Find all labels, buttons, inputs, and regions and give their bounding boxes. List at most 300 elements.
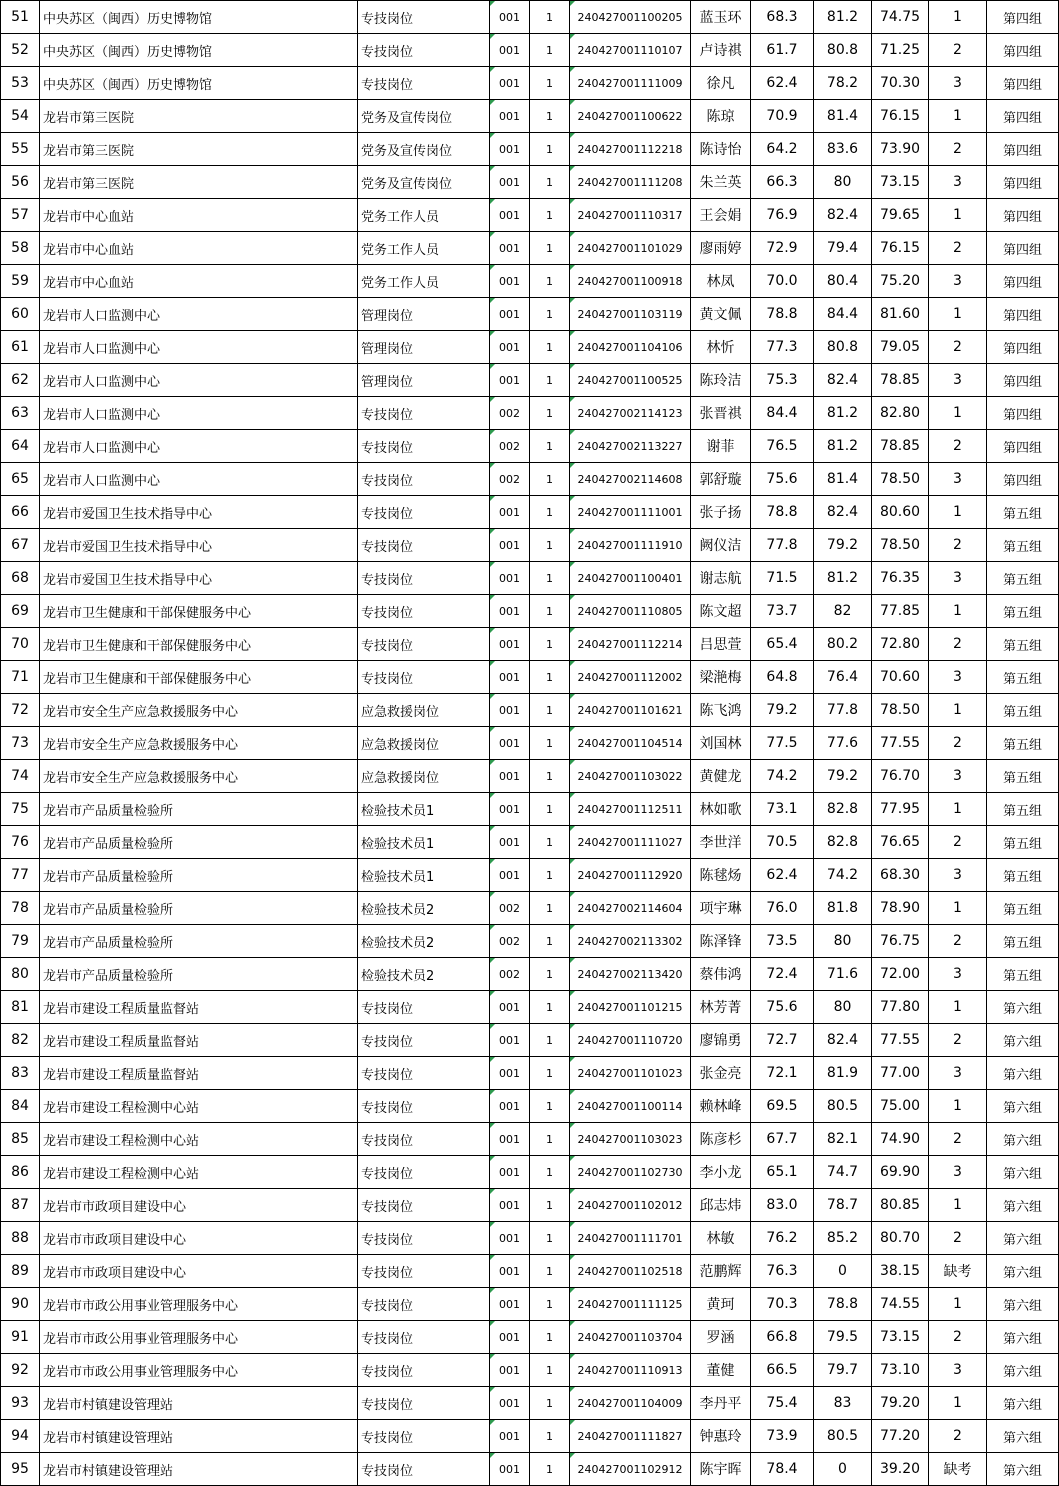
cell-hiring-count: 1 bbox=[530, 100, 570, 133]
cell-employer-unit: 龙岩市市政项目建设中心 bbox=[40, 1255, 358, 1288]
cell-employer-unit: 龙岩市人口监测中心 bbox=[40, 364, 358, 397]
cell-admission-ticket: 240427001103022 bbox=[570, 760, 691, 793]
cell-interview-group: 第六组 bbox=[987, 1288, 1059, 1321]
cell-position-code: 001 bbox=[490, 628, 530, 661]
cell-employer-unit: 龙岩市产品质量检验所 bbox=[40, 892, 358, 925]
cell-admission-ticket: 240427001100205 bbox=[570, 1, 691, 34]
cell-interview-score: 81.4 bbox=[814, 100, 872, 133]
table-row bbox=[1, 1222, 1059, 1255]
cell-position-code: 001 bbox=[490, 1321, 530, 1354]
cell-rank: 2 bbox=[929, 1420, 987, 1453]
cell-total-score: 38.15 bbox=[872, 1255, 929, 1288]
cell-serial-number: 88 bbox=[1, 1222, 40, 1255]
cell-interview-group: 第五组 bbox=[987, 694, 1059, 727]
cell-hiring-count: 1 bbox=[530, 34, 570, 67]
cell-interview-group: 第六组 bbox=[987, 1321, 1059, 1354]
cell-total-score: 39.20 bbox=[872, 1453, 929, 1486]
cell-candidate-name: 吕思萱 bbox=[691, 628, 751, 661]
cell-position-name: 应急救援岗位 bbox=[358, 760, 490, 793]
cell-hiring-count: 1 bbox=[530, 991, 570, 1024]
cell-position-name: 专技岗位 bbox=[358, 1024, 490, 1057]
cell-position-name: 专技岗位 bbox=[358, 1255, 490, 1288]
cell-position-code: 001 bbox=[490, 1420, 530, 1453]
table-row bbox=[1, 463, 1059, 496]
cell-position-name: 专技岗位 bbox=[358, 1156, 490, 1189]
cell-employer-unit: 龙岩市村镇建设管理站 bbox=[40, 1387, 358, 1420]
cell-written-score: 68.3 bbox=[751, 1, 814, 34]
cell-serial-number: 79 bbox=[1, 925, 40, 958]
cell-candidate-name: 陈宇晖 bbox=[691, 1453, 751, 1486]
cell-hiring-count: 1 bbox=[530, 166, 570, 199]
cell-position-name: 应急救援岗位 bbox=[358, 694, 490, 727]
cell-position-code: 001 bbox=[490, 364, 530, 397]
cell-admission-ticket: 240427001103704 bbox=[570, 1321, 691, 1354]
cell-interview-score: 84.4 bbox=[814, 298, 872, 331]
table-row bbox=[1, 1354, 1059, 1387]
cell-rank: 3 bbox=[929, 562, 987, 595]
cell-written-score: 76.0 bbox=[751, 892, 814, 925]
cell-serial-number: 83 bbox=[1, 1057, 40, 1090]
cell-candidate-name: 钟惠玲 bbox=[691, 1420, 751, 1453]
cell-employer-unit: 龙岩市中心血站 bbox=[40, 265, 358, 298]
cell-hiring-count: 1 bbox=[530, 265, 570, 298]
cell-rank: 3 bbox=[929, 661, 987, 694]
cell-admission-ticket: 240427001110317 bbox=[570, 199, 691, 232]
table-row bbox=[1, 727, 1059, 760]
cell-interview-group: 第五组 bbox=[987, 859, 1059, 892]
cell-interview-score: 77.8 bbox=[814, 694, 872, 727]
cell-hiring-count: 1 bbox=[530, 1090, 570, 1123]
table-row bbox=[1, 1123, 1059, 1156]
cell-written-score: 84.4 bbox=[751, 397, 814, 430]
cell-written-score: 77.3 bbox=[751, 331, 814, 364]
cell-candidate-name: 董健 bbox=[691, 1354, 751, 1387]
cell-candidate-name: 张金亮 bbox=[691, 1057, 751, 1090]
cell-written-score: 73.7 bbox=[751, 595, 814, 628]
cell-interview-score: 83 bbox=[814, 1387, 872, 1420]
cell-admission-ticket: 240427001101029 bbox=[570, 232, 691, 265]
cell-interview-score: 77.6 bbox=[814, 727, 872, 760]
cell-interview-group: 第六组 bbox=[987, 991, 1059, 1024]
cell-total-score: 76.15 bbox=[872, 232, 929, 265]
cell-position-code: 001 bbox=[490, 166, 530, 199]
cell-serial-number: 74 bbox=[1, 760, 40, 793]
cell-interview-score: 80 bbox=[814, 925, 872, 958]
cell-position-code: 001 bbox=[490, 1090, 530, 1123]
cell-interview-score: 83.6 bbox=[814, 133, 872, 166]
cell-interview-group: 第四组 bbox=[987, 166, 1059, 199]
table-row bbox=[1, 826, 1059, 859]
cell-candidate-name: 黄健龙 bbox=[691, 760, 751, 793]
cell-serial-number: 76 bbox=[1, 826, 40, 859]
cell-interview-group: 第四组 bbox=[987, 199, 1059, 232]
cell-employer-unit: 龙岩市建设工程检测中心站 bbox=[40, 1123, 358, 1156]
cell-position-code: 001 bbox=[490, 1222, 530, 1255]
cell-hiring-count: 1 bbox=[530, 67, 570, 100]
cell-admission-ticket: 240427001112218 bbox=[570, 133, 691, 166]
cell-total-score: 69.90 bbox=[872, 1156, 929, 1189]
cell-candidate-name: 陈彦杉 bbox=[691, 1123, 751, 1156]
table-row bbox=[1, 595, 1059, 628]
cell-interview-score: 85.2 bbox=[814, 1222, 872, 1255]
cell-interview-score: 81.4 bbox=[814, 463, 872, 496]
cell-admission-ticket: 240427001112511 bbox=[570, 793, 691, 826]
cell-candidate-name: 蔡伟鸿 bbox=[691, 958, 751, 991]
cell-position-name: 检验技术员2 bbox=[358, 958, 490, 991]
cell-interview-group: 第五组 bbox=[987, 727, 1059, 760]
table-row bbox=[1, 496, 1059, 529]
cell-written-score: 79.2 bbox=[751, 694, 814, 727]
cell-position-name: 专技岗位 bbox=[358, 1123, 490, 1156]
cell-position-name: 专技岗位 bbox=[358, 1, 490, 34]
cell-admission-ticket: 240427001110805 bbox=[570, 595, 691, 628]
cell-candidate-name: 范鹏辉 bbox=[691, 1255, 751, 1288]
cell-interview-group: 第六组 bbox=[987, 1255, 1059, 1288]
cell-admission-ticket: 240427002114604 bbox=[570, 892, 691, 925]
cell-employer-unit: 龙岩市村镇建设管理站 bbox=[40, 1453, 358, 1486]
table-row bbox=[1, 1090, 1059, 1123]
cell-hiring-count: 1 bbox=[530, 298, 570, 331]
cell-serial-number: 53 bbox=[1, 67, 40, 100]
cell-written-score: 76.5 bbox=[751, 430, 814, 463]
cell-candidate-name: 陈诗怡 bbox=[691, 133, 751, 166]
cell-total-score: 77.55 bbox=[872, 1024, 929, 1057]
cell-total-score: 79.65 bbox=[872, 199, 929, 232]
cell-admission-ticket: 240427001111001 bbox=[570, 496, 691, 529]
cell-total-score: 76.15 bbox=[872, 100, 929, 133]
cell-candidate-name: 张晋祺 bbox=[691, 397, 751, 430]
cell-employer-unit: 龙岩市爱国卫生技术指导中心 bbox=[40, 562, 358, 595]
cell-hiring-count: 1 bbox=[530, 1123, 570, 1156]
cell-hiring-count: 1 bbox=[530, 1156, 570, 1189]
cell-candidate-name: 林芳菁 bbox=[691, 991, 751, 1024]
cell-employer-unit: 龙岩市人口监测中心 bbox=[40, 430, 358, 463]
cell-position-code: 002 bbox=[490, 463, 530, 496]
table-row bbox=[1, 397, 1059, 430]
table-row bbox=[1, 661, 1059, 694]
cell-position-name: 专技岗位 bbox=[358, 1057, 490, 1090]
cell-rank: 1 bbox=[929, 1288, 987, 1321]
cell-interview-group: 第四组 bbox=[987, 463, 1059, 496]
cell-interview-score: 0 bbox=[814, 1453, 872, 1486]
cell-serial-number: 67 bbox=[1, 529, 40, 562]
cell-serial-number: 86 bbox=[1, 1156, 40, 1189]
cell-written-score: 78.4 bbox=[751, 1453, 814, 1486]
cell-total-score: 77.95 bbox=[872, 793, 929, 826]
cell-written-score: 65.1 bbox=[751, 1156, 814, 1189]
cell-candidate-name: 陈毬炀 bbox=[691, 859, 751, 892]
cell-hiring-count: 1 bbox=[530, 364, 570, 397]
cell-serial-number: 58 bbox=[1, 232, 40, 265]
cell-admission-ticket: 240427001102912 bbox=[570, 1453, 691, 1486]
cell-admission-ticket: 240427001100114 bbox=[570, 1090, 691, 1123]
cell-employer-unit: 龙岩市产品质量检验所 bbox=[40, 826, 358, 859]
table-row bbox=[1, 1420, 1059, 1453]
cell-employer-unit: 龙岩市中心血站 bbox=[40, 199, 358, 232]
cell-hiring-count: 1 bbox=[530, 826, 570, 859]
cell-interview-group: 第四组 bbox=[987, 34, 1059, 67]
cell-rank: 3 bbox=[929, 166, 987, 199]
cell-candidate-name: 李小龙 bbox=[691, 1156, 751, 1189]
table-row bbox=[1, 1024, 1059, 1057]
cell-position-code: 001 bbox=[490, 1255, 530, 1288]
cell-candidate-name: 林忻 bbox=[691, 331, 751, 364]
cell-admission-ticket: 240427001111009 bbox=[570, 67, 691, 100]
cell-interview-group: 第四组 bbox=[987, 430, 1059, 463]
cell-candidate-name: 阙仪洁 bbox=[691, 529, 751, 562]
cell-position-name: 管理岗位 bbox=[358, 331, 490, 364]
cell-position-name: 检验技术员2 bbox=[358, 925, 490, 958]
table-row bbox=[1, 100, 1059, 133]
cell-hiring-count: 1 bbox=[530, 1420, 570, 1453]
cell-admission-ticket: 240427001110720 bbox=[570, 1024, 691, 1057]
cell-total-score: 74.75 bbox=[872, 1, 929, 34]
cell-admission-ticket: 240427001104009 bbox=[570, 1387, 691, 1420]
cell-position-name: 专技岗位 bbox=[358, 67, 490, 100]
cell-admission-ticket: 240427001111910 bbox=[570, 529, 691, 562]
cell-total-score: 77.20 bbox=[872, 1420, 929, 1453]
cell-hiring-count: 1 bbox=[530, 694, 570, 727]
cell-position-code: 001 bbox=[490, 595, 530, 628]
cell-position-name: 专技岗位 bbox=[358, 34, 490, 67]
cell-written-score: 64.8 bbox=[751, 661, 814, 694]
cell-interview-group: 第六组 bbox=[987, 1123, 1059, 1156]
cell-employer-unit: 龙岩市产品质量检验所 bbox=[40, 793, 358, 826]
cell-interview-group: 第六组 bbox=[987, 1090, 1059, 1123]
cell-admission-ticket: 240427002114608 bbox=[570, 463, 691, 496]
cell-interview-score: 82.1 bbox=[814, 1123, 872, 1156]
cell-hiring-count: 1 bbox=[530, 232, 570, 265]
cell-total-score: 74.90 bbox=[872, 1123, 929, 1156]
cell-serial-number: 63 bbox=[1, 397, 40, 430]
cell-serial-number: 81 bbox=[1, 991, 40, 1024]
table-row bbox=[1, 1453, 1059, 1486]
cell-candidate-name: 廖雨婷 bbox=[691, 232, 751, 265]
cell-hiring-count: 1 bbox=[530, 1354, 570, 1387]
cell-written-score: 78.8 bbox=[751, 496, 814, 529]
cell-interview-score: 80.5 bbox=[814, 1420, 872, 1453]
cell-serial-number: 80 bbox=[1, 958, 40, 991]
cell-employer-unit: 龙岩市产品质量检验所 bbox=[40, 925, 358, 958]
cell-written-score: 66.8 bbox=[751, 1321, 814, 1354]
cell-rank: 1 bbox=[929, 793, 987, 826]
cell-interview-score: 78.7 bbox=[814, 1189, 872, 1222]
cell-serial-number: 65 bbox=[1, 463, 40, 496]
cell-admission-ticket: 240427002113227 bbox=[570, 430, 691, 463]
cell-position-name: 专技岗位 bbox=[358, 430, 490, 463]
cell-position-code: 001 bbox=[490, 1156, 530, 1189]
cell-position-name: 专技岗位 bbox=[358, 397, 490, 430]
table-row bbox=[1, 958, 1059, 991]
cell-employer-unit: 龙岩市建设工程质量监督站 bbox=[40, 1057, 358, 1090]
cell-interview-score: 80.8 bbox=[814, 34, 872, 67]
cell-written-score: 73.9 bbox=[751, 1420, 814, 1453]
cell-rank: 1 bbox=[929, 496, 987, 529]
cell-position-name: 专技岗位 bbox=[358, 1222, 490, 1255]
table-row bbox=[1, 793, 1059, 826]
cell-total-score: 70.60 bbox=[872, 661, 929, 694]
cell-position-name: 专技岗位 bbox=[358, 1321, 490, 1354]
cell-written-score: 75.6 bbox=[751, 463, 814, 496]
cell-interview-score: 78.8 bbox=[814, 1288, 872, 1321]
cell-admission-ticket: 240427001111125 bbox=[570, 1288, 691, 1321]
cell-total-score: 78.90 bbox=[872, 892, 929, 925]
cell-employer-unit: 龙岩市安全生产应急救援服务中心 bbox=[40, 727, 358, 760]
cell-interview-score: 81.8 bbox=[814, 892, 872, 925]
cell-total-score: 73.90 bbox=[872, 133, 929, 166]
cell-interview-group: 第四组 bbox=[987, 1, 1059, 34]
cell-candidate-name: 林敏 bbox=[691, 1222, 751, 1255]
cell-employer-unit: 龙岩市建设工程质量监督站 bbox=[40, 1024, 358, 1057]
cell-position-code: 001 bbox=[490, 1453, 530, 1486]
cell-employer-unit: 龙岩市卫生健康和干部保健服务中心 bbox=[40, 628, 358, 661]
cell-hiring-count: 1 bbox=[530, 1387, 570, 1420]
table-row bbox=[1, 34, 1059, 67]
cell-admission-ticket: 240427001101023 bbox=[570, 1057, 691, 1090]
cell-candidate-name: 陈琼 bbox=[691, 100, 751, 133]
cell-total-score: 73.15 bbox=[872, 1321, 929, 1354]
cell-admission-ticket: 240427001104106 bbox=[570, 331, 691, 364]
cell-total-score: 80.60 bbox=[872, 496, 929, 529]
cell-rank: 1 bbox=[929, 298, 987, 331]
cell-employer-unit: 龙岩市建设工程检测中心站 bbox=[40, 1090, 358, 1123]
cell-rank: 缺考 bbox=[929, 1255, 987, 1288]
cell-serial-number: 70 bbox=[1, 628, 40, 661]
cell-total-score: 76.70 bbox=[872, 760, 929, 793]
cell-interview-group: 第四组 bbox=[987, 265, 1059, 298]
cell-candidate-name: 林如歌 bbox=[691, 793, 751, 826]
cell-written-score: 76.9 bbox=[751, 199, 814, 232]
cell-interview-group: 第五组 bbox=[987, 661, 1059, 694]
cell-rank: 2 bbox=[929, 529, 987, 562]
cell-written-score: 66.5 bbox=[751, 1354, 814, 1387]
cell-written-score: 76.2 bbox=[751, 1222, 814, 1255]
cell-serial-number: 89 bbox=[1, 1255, 40, 1288]
cell-hiring-count: 1 bbox=[530, 1, 570, 34]
cell-written-score: 71.5 bbox=[751, 562, 814, 595]
cell-candidate-name: 林凤 bbox=[691, 265, 751, 298]
table-row bbox=[1, 1156, 1059, 1189]
cell-serial-number: 77 bbox=[1, 859, 40, 892]
table-row bbox=[1, 430, 1059, 463]
cell-total-score: 75.00 bbox=[872, 1090, 929, 1123]
cell-employer-unit: 龙岩市第三医院 bbox=[40, 133, 358, 166]
cell-position-code: 002 bbox=[490, 892, 530, 925]
table-row bbox=[1, 298, 1059, 331]
cell-candidate-name: 项宇琳 bbox=[691, 892, 751, 925]
cell-interview-score: 71.6 bbox=[814, 958, 872, 991]
cell-position-name: 专技岗位 bbox=[358, 661, 490, 694]
cell-interview-score: 82.4 bbox=[814, 1024, 872, 1057]
cell-admission-ticket: 240427002114123 bbox=[570, 397, 691, 430]
cell-candidate-name: 谢菲 bbox=[691, 430, 751, 463]
cell-position-code: 002 bbox=[490, 397, 530, 430]
cell-candidate-name: 陈文超 bbox=[691, 595, 751, 628]
cell-candidate-name: 张子扬 bbox=[691, 496, 751, 529]
cell-rank: 2 bbox=[929, 1024, 987, 1057]
cell-serial-number: 64 bbox=[1, 430, 40, 463]
cell-rank: 2 bbox=[929, 331, 987, 364]
cell-admission-ticket: 240427001111827 bbox=[570, 1420, 691, 1453]
cell-rank: 3 bbox=[929, 67, 987, 100]
cell-employer-unit: 龙岩市市政公用事业管理服务中心 bbox=[40, 1354, 358, 1387]
cell-position-name: 检验技术员1 bbox=[358, 793, 490, 826]
cell-employer-unit: 龙岩市市政项目建设中心 bbox=[40, 1222, 358, 1255]
table-row bbox=[1, 628, 1059, 661]
cell-interview-score: 80 bbox=[814, 991, 872, 1024]
cell-rank: 3 bbox=[929, 958, 987, 991]
cell-admission-ticket: 240427001112002 bbox=[570, 661, 691, 694]
cell-hiring-count: 1 bbox=[530, 1255, 570, 1288]
cell-position-name: 管理岗位 bbox=[358, 364, 490, 397]
cell-total-score: 81.60 bbox=[872, 298, 929, 331]
cell-total-score: 77.85 bbox=[872, 595, 929, 628]
cell-rank: 3 bbox=[929, 859, 987, 892]
cell-total-score: 77.00 bbox=[872, 1057, 929, 1090]
cell-position-code: 001 bbox=[490, 562, 530, 595]
cell-employer-unit: 龙岩市建设工程检测中心站 bbox=[40, 1156, 358, 1189]
cell-admission-ticket: 240427001101215 bbox=[570, 991, 691, 1024]
cell-interview-score: 82.8 bbox=[814, 793, 872, 826]
cell-written-score: 66.3 bbox=[751, 166, 814, 199]
cell-position-name: 专技岗位 bbox=[358, 1453, 490, 1486]
cell-written-score: 77.5 bbox=[751, 727, 814, 760]
cell-rank: 3 bbox=[929, 1156, 987, 1189]
cell-interview-group: 第五组 bbox=[987, 925, 1059, 958]
table-row bbox=[1, 991, 1059, 1024]
cell-employer-unit: 中央苏区（闽西）历史博物馆 bbox=[40, 34, 358, 67]
cell-rank: 3 bbox=[929, 1354, 987, 1387]
cell-rank: 3 bbox=[929, 265, 987, 298]
cell-position-name: 党务工作人员 bbox=[358, 232, 490, 265]
cell-employer-unit: 龙岩市安全生产应急救援服务中心 bbox=[40, 694, 358, 727]
cell-hiring-count: 1 bbox=[530, 1057, 570, 1090]
cell-position-name: 专技岗位 bbox=[358, 496, 490, 529]
cell-interview-group: 第五组 bbox=[987, 826, 1059, 859]
cell-position-name: 检验技术员2 bbox=[358, 892, 490, 925]
cell-position-name: 检验技术员1 bbox=[358, 826, 490, 859]
cell-position-name: 党务及宣传岗位 bbox=[358, 166, 490, 199]
cell-total-score: 77.55 bbox=[872, 727, 929, 760]
cell-serial-number: 94 bbox=[1, 1420, 40, 1453]
cell-interview-group: 第六组 bbox=[987, 1156, 1059, 1189]
cell-interview-score: 81.2 bbox=[814, 430, 872, 463]
cell-position-code: 001 bbox=[490, 199, 530, 232]
cell-position-code: 001 bbox=[490, 331, 530, 364]
cell-serial-number: 66 bbox=[1, 496, 40, 529]
table-row bbox=[1, 166, 1059, 199]
cell-position-code: 001 bbox=[490, 1123, 530, 1156]
cell-total-score: 71.25 bbox=[872, 34, 929, 67]
cell-candidate-name: 邱志炜 bbox=[691, 1189, 751, 1222]
cell-interview-group: 第六组 bbox=[987, 1453, 1059, 1486]
table-row bbox=[1, 1255, 1059, 1288]
cell-written-score: 78.8 bbox=[751, 298, 814, 331]
cell-position-name: 专技岗位 bbox=[358, 463, 490, 496]
cell-candidate-name: 陈飞鸿 bbox=[691, 694, 751, 727]
cell-rank: 缺考 bbox=[929, 1453, 987, 1486]
cell-total-score: 80.85 bbox=[872, 1189, 929, 1222]
cell-position-name: 专技岗位 bbox=[358, 1354, 490, 1387]
cell-rank: 3 bbox=[929, 463, 987, 496]
table-row bbox=[1, 1189, 1059, 1222]
table-row bbox=[1, 1321, 1059, 1354]
cell-hiring-count: 1 bbox=[530, 463, 570, 496]
cell-interview-group: 第六组 bbox=[987, 1387, 1059, 1420]
cell-candidate-name: 李丹平 bbox=[691, 1387, 751, 1420]
cell-interview-score: 80.5 bbox=[814, 1090, 872, 1123]
cell-position-name: 专技岗位 bbox=[358, 1387, 490, 1420]
